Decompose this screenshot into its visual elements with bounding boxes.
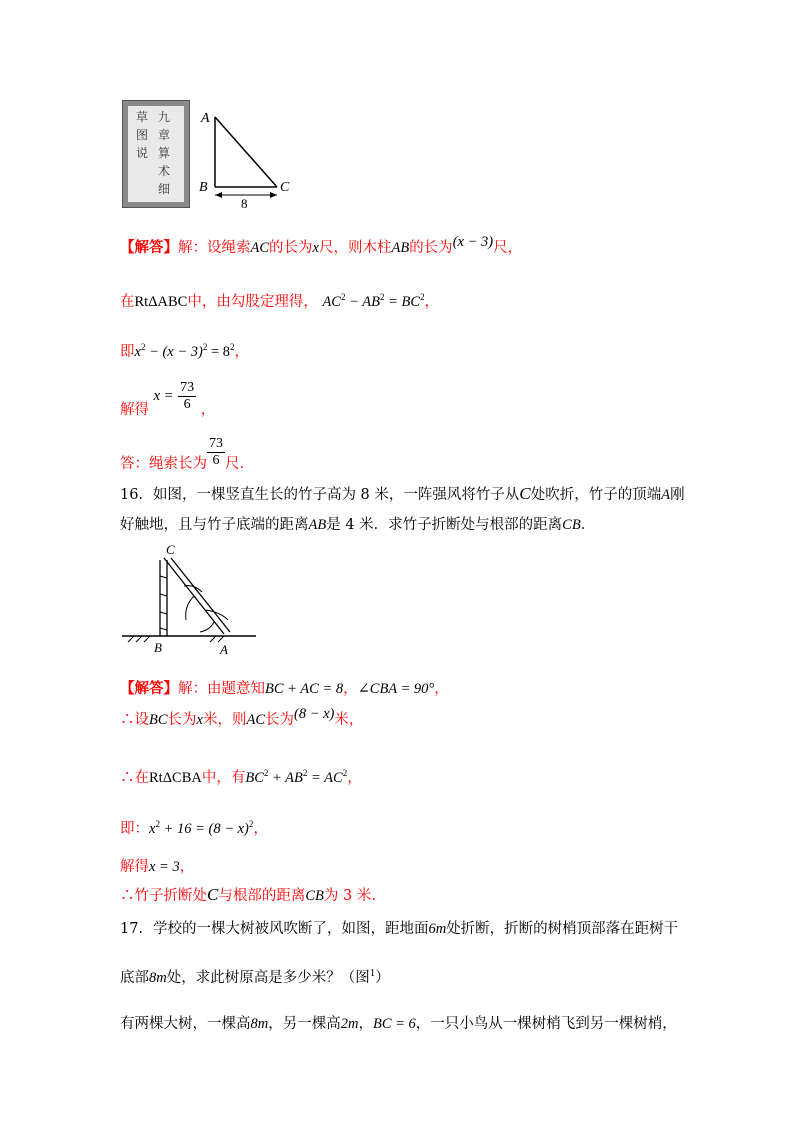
q15-answer-line: 答：绳索长为 $\frac{73}{6}$ 尺.	[120, 436, 245, 472]
q15-solution-line-3: 即$x^2 - (x - 3)^2 = 8^2$，	[120, 342, 250, 360]
book-cover-image	[122, 100, 190, 208]
book-title-char: 细	[158, 182, 171, 196]
bamboo-diagram	[120, 540, 260, 658]
book-title-char: 章	[158, 128, 171, 142]
label-c: C	[166, 542, 175, 557]
q16-solution-line-3: ∴在RtΔCBA中，有$BC^2 + AB^2 = AC^2$，	[120, 768, 362, 786]
book-title-char: 草	[136, 110, 149, 124]
q16-answer-line: ∴竹子折断处C与根部的距离CB为 3 米.	[120, 885, 376, 904]
q16-problem-line-1: 16．如图，一棵竖直生长的竹子高为 8 米，一阵强风将竹子从C处吹折，竹子的顶端A刚	[120, 484, 685, 503]
triangle-diagram	[195, 105, 305, 210]
q16-solution-line-4: 即：$x^2 + 16 = (8 - x)^2$，	[120, 819, 268, 837]
q17-problem-line-1: 17．学校的一棵大树被风吹断了，如图，距地面6m处折断，折断的树梢顶部落在距树干	[120, 921, 679, 937]
label-a: A	[220, 642, 228, 657]
book-title-char: 图	[136, 128, 149, 142]
q16-solution-line-1: 【解答】解：由题意知BC + AC = 8，∠CBA = 90°，	[120, 680, 449, 697]
q17-problem-line-3: 有两棵大树，一棵高8m，另一棵高2m，BC = 6，一只小鸟从一棵树梢飞到另一棵树梢，	[120, 1016, 677, 1032]
q15-solution-line-4: 解得 x = $\frac{73}{6}$ ，	[120, 380, 216, 418]
q16-problem-line-2: 好触地，且与竹子底端的距离AB是 4 米．求竹子折断处与根部的距离CB．	[120, 517, 596, 533]
book-title-char: 术	[158, 164, 171, 178]
q15-solution-line-2: 在RtΔABC中，由勾股定理得， $AC^2 - AB^2 = BC^2$，	[120, 292, 440, 310]
book-title-char: 说	[136, 146, 149, 160]
label-8: 8	[241, 196, 248, 210]
q16-solution-line-2: ∴设BC长为x米，则AC长为(8 − x)米，	[120, 706, 364, 728]
q16-solution-line-5: 解得x = 3，	[120, 859, 195, 875]
q17-problem-line-2: 底部8m处，求此树原高是多少米？（图$^1$）	[120, 967, 390, 986]
label-b: B	[154, 640, 162, 655]
label-a: A	[201, 111, 210, 126]
label-c: C	[280, 180, 290, 195]
q15-solution-line-1: 【解答】解：设绳索AC的长为x尺，则木柱AB的长为(x − 3)尺，	[120, 234, 523, 256]
book-title-char: 算	[158, 146, 171, 160]
book-title-char: 九	[158, 110, 171, 124]
label-b: B	[199, 180, 208, 195]
